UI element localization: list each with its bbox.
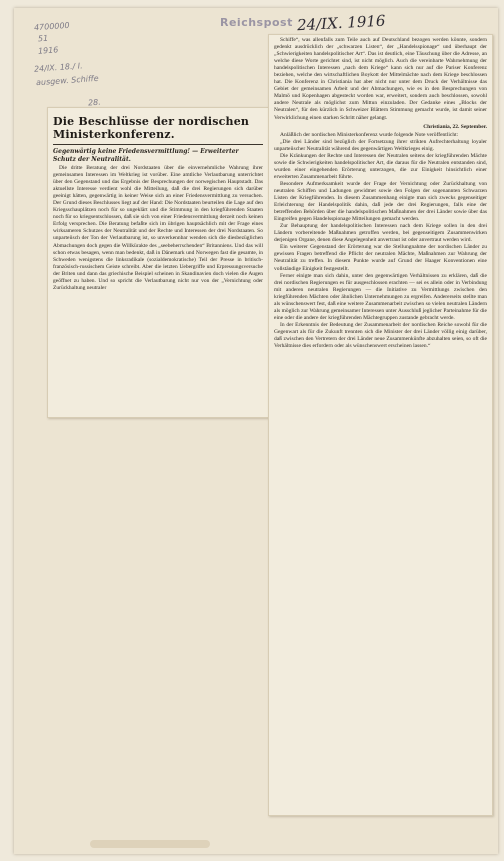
paper-stain xyxy=(90,840,210,848)
note-paragraph: Ein weiterer Gegenstand der Erörterung war die Stellungnahme der nordischen Länder zu gewissen Fragen betreffend die Pflicht der neutralen Mächte, Maßnahmen zur Wahrung der Neutralität zu treffen. In diesem Punkte wurde auf Grund der Haager Konventionen eine vollständige Einigkeit festgestellt. xyxy=(274,244,487,272)
margin-note-5: ausgew. Schiffe xyxy=(35,73,99,88)
margin-note-1: 4700000 xyxy=(33,20,70,33)
newspaper-stamp: Reichspost xyxy=(220,16,293,29)
left-paragraph: Die dritte Beratung der drei Nordstaaten über die einvernehmliche Wahrung ihrer gemeinsamen Interessen im Weltkrieg ist vorüber. Eine amtliche Verlautbarung unterrichtet über den Gegenstand und das Ergebnis der Besprechungen der norwegischen Hauptstadt. Das aktuellste Interesse verdient wohl die Mitteilung, daß die drei Regierungen sich darüber geeinigt hätten, gegenwärtig in keiner Weise sich an einer Friedensvermittlung zu versuchen. Der Grund dieses Beschlusses liegt auf der Hand: Die Nordstaaten beurteilen die Lage auf den Kriegsschauplätzen noch für so ungeklärt und die Stimmung in den kriegführenden Staaten noch für so kriegsentschlossen, daß sie sich von einer Friedensvermittlung derzeit noch keinen Erfolg versprechen. Die Beratung befaßte sich im übrigen hauptsächlich mit der Frage eines wirksameren Schutzes der Neutralität und der Rechte und Interessen der drei Nordstaaten. So unparteiisch der Ton der Verlautbarung ist, so unverkennbar wenden sich die diesbezüglichen Abmachungen doch gegen die Willkürakte des „seebeherrschenden“ Britanniens. Und das will schon etwas besagen, wenn man bedenkt, daß in Dänemark und Norwegen fast die gesamte, in Schweden wenigstens die linksradikale (sozialdemokratische) Teil der Presse in britisch-französisch-russischem Geiste schreibt. Aber die letzten Uebergriffe und Erpressungsversuche der Briten und dann das griechische Beispiel scheinen in Skandinavien doch vielen die Augen geöffnet zu haben. Und so spricht die Verlautbarung nicht nur von der „Vernichtung oder Zurückhaltung neutraler xyxy=(53,165,263,291)
note-paragraph: Die Kränkungen der Rechte und Interessen der Neutralen seitens der kriegführenden Mächte sowie die Schwierigkeiten handelspolitischer Art, die daraus für die Neutralen entstanden sind, wurden einer eingehenden Erörterung unterzogen, die zur Einigkeit hinsichtlich einer erweiterten Zusammenarbeit führte. xyxy=(274,152,487,180)
dateline: Christiania, 22. September. xyxy=(423,123,487,130)
margin-note-6: 28. xyxy=(87,97,102,108)
margin-note-2: 51 xyxy=(37,33,49,44)
handwritten-date: 24/IX. 1916 xyxy=(296,11,386,35)
note-paragraph: Ferner einigte man sich dahin, unter den gegenwärtigen Verhältnissen zu erklären, daß die drei nordischen Regierungen es für ausgeschlossen erachten — sei es allein oder in Verbindung mit anderen neutralen Regierungen — die Initiative zu Vermittlungs zwischen den kriegführenden Mächten oder ähnlichen Unternehmungen zu ergreifen. Andererseits stellte man als wünschenswert fest, daß eine weitere Zusammenarbeit zwischen so vielen neutralen Ländern als möglich zur Wahrung gemeinsamer Interessen unter Ausschluß jeglicher Parteinahme für die eine oder die andere der kriegführenden Mächtegruppen zustande gebracht werde. xyxy=(274,272,487,321)
note-paragraph: Zur Behauptung der handelspolitischen Interessen nach dem Kriege sollen in den drei Ländern vorbereitende Maßnahmen getroffen werden, bei gegenseitigem Zusammenwirken derjenigen Organe, denen diese Angelegenheit anvertraut ist oder anvertraut werden wird. xyxy=(274,223,487,244)
note-paragraph: „Die drei Länder sind bezüglich der Fortsetzung ihrer strikten Aufrechterhaltung loyaler unparteiischer Neutralität während des gegenwärtigen Weltkrieges einig. xyxy=(274,138,487,152)
right-paragraph-top: Schiffe“, was allenfalls zum Teile auch auf Deutschland bezogen werden könnte, sondern gedenkt ausdrücklich der „schwarzen Listen“, der „Handelsspionage“ und überhaupt der „Schwierigkeiten handelspolitischer Art“. Das ist deutlich, eine Täuschung über die Adresse, an welche diese Worte gerichtet sind, ist nicht möglich. Auch die vereinbarte Wahrnehmung der handelspolitischen Interessen „nach dem Kriege“ kann sich nur auf die Pariser Konferenz beziehen, welche den wirtschaftlichen Boykott der Mittelmächte nach dem Kriege beschlossen hat. Die Konferenz in Christiania hat aber nicht nur unter dem Druck der Verhältnisse das Gebiet der gemeinsamen Arbeit und der Abmachungen, wie es in den Besprechungen von Malmö und Kopenhagen abgesteckt worden war, erweitert, sondern auch beschlossen, sowohl andere Neutrale als möglichst zum Mittun einzuladen. Der Gedanke eines „Blocks der Neutralen“, für den kürzlich in Schweizer Blättern Stimmung gemacht wurde, ist damit seiner Verwirklichung einen starken Schritt näher gelangt. xyxy=(274,37,487,121)
left-clipping xyxy=(47,107,269,418)
article-subheadline: Gegenwärtig keine Friedensvermittlung! — Erweiterter Schutz der Neutralität. xyxy=(53,148,239,163)
note-intro: Anläßlich der nordischen Ministerkonferenz wurde folgende Note veröffentlicht: xyxy=(280,131,459,138)
margin-note-3: 1916 xyxy=(37,45,59,56)
headline-rule xyxy=(53,144,263,145)
right-clipping xyxy=(268,34,493,816)
note-paragraph: Besondere Aufmerksamkeit wurde der Frage der Vernichtung oder Zurückhaltung von neutralen Schiffen und Ladungen gewidmet sowie den Folgen der sogenannten Schwarzen Listen der Kriegführenden. In diesem Zusammenhang einigte man sich zwecks gegenseitiger Erleichterung der Handelspolitik dahin, daß jede der drei Regierungen, falls eine der betreffenden Behörden über die handelspolitischen Maßnahmen der drei Länder sowie über das Eingreifen gegen Handelsspionage Mitteilungen gemacht werden. xyxy=(274,180,487,223)
note-paragraph: In der Erkenntnis der Bedeutung der Zusammenarbeit der nordischen Reiche sowohl für die Gegenwart als für die Zukunft trennten sich die Minister der drei Länder völlig einig darüber, daß zwischen den Vertretern der drei Länder neue Zusammenkünfte abzuhalten seien, so oft die Verhältnisse dies erfordern oder als wünschenswert erscheinen lassen.“ xyxy=(274,321,487,350)
margin-note-4: 24/IX. 18./ I. xyxy=(33,61,83,74)
article-headline: Die Beschlüsse der nordischen Ministerkonferenz. xyxy=(53,115,250,141)
